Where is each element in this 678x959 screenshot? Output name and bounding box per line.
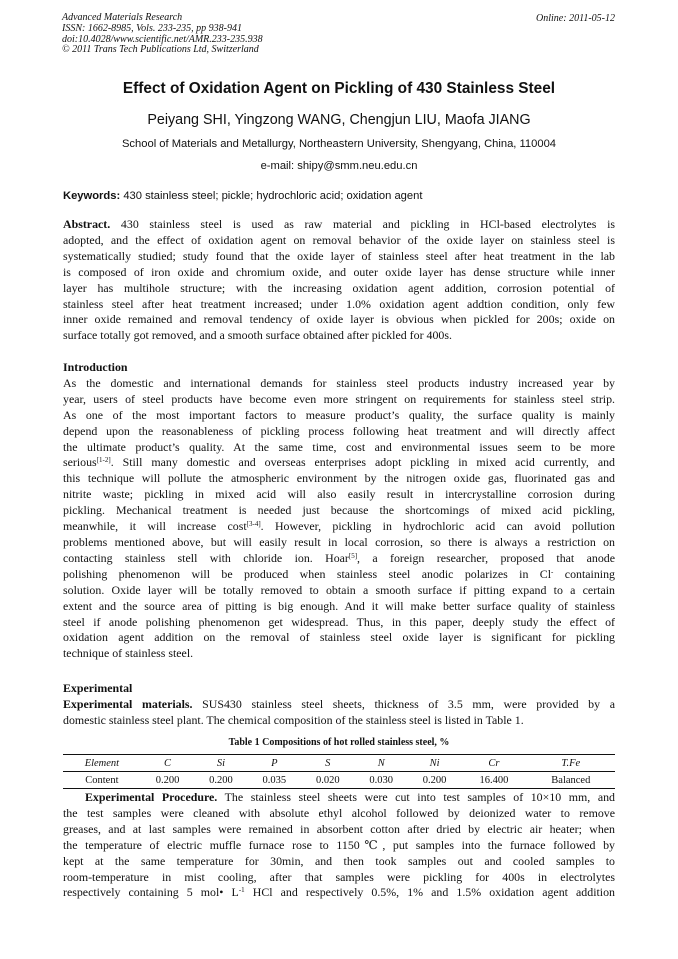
intro-line: serious[1-2]. Still many domestic and overseas enterprises adopt pickling in mixed acid currently, and bbox=[63, 455, 615, 470]
procedure-line: room-temperature in mist cooling, after that samples were pickling for 400s in electrolytes bbox=[63, 869, 615, 884]
table-cell: 16.400 bbox=[461, 772, 526, 789]
table-header-cell: Si bbox=[194, 755, 247, 772]
abstract-line: surface totally got removed, and a smooth surface obtained after pickled for 400s. bbox=[63, 328, 452, 343]
experimental-heading: Experimental bbox=[63, 681, 133, 695]
procedure-line: Experimental Procedure. The stainless steel sheets were cut into test samples of 10×10 mm, and bbox=[85, 790, 615, 804]
materials-label: Experimental materials. bbox=[63, 696, 193, 711]
superscript-minus: - bbox=[551, 567, 554, 576]
table-header-row bbox=[63, 755, 615, 772]
table-caption: Table 1 Compositions of hot rolled stainless steel, % bbox=[228, 737, 450, 748]
procedure-line: respectively containing 5 mol• $L^{-1}$ HCl and respectively 0.5%, 1% and 1.5% oxidation agent addition bbox=[63, 885, 615, 900]
experimental bbox=[63, 681, 615, 729]
table-header-cell: P bbox=[248, 755, 301, 772]
experimental-procedure bbox=[63, 790, 615, 901]
table-header-cell: Cr bbox=[461, 755, 526, 772]
table-cell: 0.200 bbox=[141, 772, 194, 789]
abstract-line: inner oxide remained and removal tendency of oxide layer is obvious when pickled for 200s; oxide on bbox=[63, 312, 615, 327]
introduction-heading: Introduction bbox=[63, 360, 128, 374]
intro-line: extent and the source area of pitting is big enough. And it will make better surface quality of stainless bbox=[63, 598, 615, 613]
table-cell: 0.035 bbox=[248, 772, 301, 789]
intro-line: the ultimate product’s quality. At the same time, cost and environmental issues seem to be more bbox=[63, 439, 615, 454]
table-cell: 0.200 bbox=[408, 772, 461, 789]
intro-line: steel if anode polishing phenomenon get widespread. Thus, in this paper, deeply study the effect of bbox=[63, 614, 615, 629]
citation-ref: [3-4] bbox=[246, 520, 261, 529]
table-header-cell: C bbox=[141, 755, 194, 772]
intro-line: problems mentioned above, but will easily result in local corrosion, so there is always a restriction on bbox=[63, 534, 615, 549]
abstract-line: stainless steel after heat treatment increased; under 1.0% oxidation agent addtion condition, only few bbox=[63, 296, 615, 311]
procedure-line: kept at the same temperature for 30min, and then took samples out and cooled samples to bbox=[63, 853, 615, 868]
issn-line: ISSN: 1662-8985, Vols. 233-235, pp 938-941 bbox=[62, 22, 242, 34]
intro-line: solution. Oxide layer will be totally removed to obtain a smooth surface if pitting expand to a certain bbox=[63, 582, 615, 597]
authors: Peiyang SHI, Yingzong WANG, Chengjun LIU, Maofa JIANG bbox=[147, 112, 531, 128]
abstract bbox=[63, 217, 615, 344]
keywords-text: 430 stainless steel; pickle; hydrochloric acid; oxidation agent bbox=[123, 190, 423, 202]
abstract-line: systematically studied; study found that the oxide layer of stainless steel after heat treatment in the lab bbox=[63, 248, 615, 263]
citation-ref: [5] bbox=[348, 551, 358, 560]
affiliation: School of Materials and Metallurgy, Northeastern University, Shengyang, China, 110004 bbox=[121, 138, 557, 150]
intro-line: year, users of steel products have become even more stringent on requirements for stainless steel strip. bbox=[63, 391, 615, 406]
intro-line: contacting stainless stell with chloride ion. Hoar[5], a foreign researcher, proposed that anode bbox=[63, 550, 615, 565]
intro-line: pickling. Mechanical treatment is needed just because the shortcomings of mixed acid pickling, bbox=[63, 503, 615, 518]
intro-line: polishing phenomenon will be produced when stainless steel anodic polarizes in Cl- containing bbox=[63, 566, 615, 581]
paper-title: Effect of Oxidation Agent on Pickling of 430 Stainless Steel bbox=[122, 80, 556, 97]
introduction bbox=[63, 360, 615, 662]
intro-line: depend upon the reasonableness of pickling process following heat treatment and will directly affect bbox=[63, 423, 615, 438]
procedure-label: Experimental Procedure. bbox=[85, 790, 218, 804]
materials-line: Experimental materials. SUS430 stainless steel sheets, thickness of 3.5 mm, were provided by a bbox=[63, 696, 615, 711]
abstract-line: layer has multihole structure; with the increasing oxidation agent addition, corrosion potential of bbox=[63, 280, 615, 295]
table-cell: 0.030 bbox=[354, 772, 407, 789]
composition-table bbox=[63, 754, 615, 789]
procedure-line: the temperature of electric muffle furnace rose to 1150℃, put samples into the furnace followed by bbox=[63, 837, 615, 852]
keywords bbox=[63, 190, 422, 202]
intro-line: As one of the most important factors to measure product’s quality, the surface quality is mainly bbox=[63, 407, 615, 422]
journal-header bbox=[62, 13, 263, 56]
procedure-line: greases, and at last samples were remained in absorbent cotton after dried by electric air heater; when bbox=[63, 821, 615, 836]
intro-line: oxidation agent addition on the removal of stainless steel oxide layer is significant for pickling bbox=[63, 630, 615, 645]
table-row bbox=[63, 772, 615, 789]
abstract-line: is composed of iron oxide and chromium oxide, and outer oxide layer has dense structure while inner bbox=[63, 264, 615, 279]
doi-line: doi:10.4028/www.scientific.net/AMR.233-235.938 bbox=[62, 33, 263, 45]
abstract-label: Abstract. bbox=[63, 217, 111, 231]
table-header-cell: Ni bbox=[408, 755, 461, 772]
intro-line: As the domestic and international demands for stainless steel products industry increased year by bbox=[63, 375, 615, 390]
journal-name: Advanced Materials Research bbox=[62, 12, 183, 23]
superscript-exponent: -1 bbox=[238, 886, 245, 895]
intro-line: this technique will pollute the atmospheric environment by the nitrogen oxide gas, fluorinated gas and bbox=[63, 471, 615, 486]
intro-line: technique of stainless steel. bbox=[63, 646, 194, 661]
table-header-cell: T.Fe bbox=[527, 755, 615, 772]
materials-line: domestic stainless steel plant. The chemical composition of the stainless steel is listed in Table 1. bbox=[63, 712, 524, 727]
abstract-line: adopted, and the effect of oxidation agent on removal behavior of the oxide layer on stainless steel is bbox=[63, 232, 615, 247]
abstract-line: Abstract. 430 stainless steel is used as raw material and pickling in HCl-based electrolytes is bbox=[63, 217, 615, 231]
table-cell: 0.020 bbox=[301, 772, 354, 789]
table-header-cell: S bbox=[301, 755, 354, 772]
table-header-cell: N bbox=[354, 755, 407, 772]
keywords-label: Keywords: bbox=[63, 190, 121, 202]
online-date: Online: 2011-05-12 bbox=[536, 13, 615, 24]
table-cell: 0.200 bbox=[194, 772, 247, 789]
table-cell: Content bbox=[63, 772, 141, 789]
citation-ref: [1-2] bbox=[96, 456, 111, 465]
intro-line: meanwhile, it will increase cost[3-4]. However, pickling in hydrochloric acid can avoid pollution bbox=[63, 519, 615, 534]
email: e-mail: shipy@smm.neu.edu.cn bbox=[260, 160, 418, 172]
table-header-cell: Element bbox=[63, 755, 141, 772]
intro-line: nitrite waste; pickling in mixed acid will also easily result in intercrystalline corrosion during bbox=[63, 487, 615, 502]
procedure-line: the test samples were cleaned with absolute ethyl alcohol followed by deionized water to remove bbox=[63, 805, 615, 820]
table-cell: Balanced bbox=[527, 772, 615, 789]
copyright-line: © 2011 Trans Tech Publications Ltd, Switzerland bbox=[62, 44, 259, 56]
